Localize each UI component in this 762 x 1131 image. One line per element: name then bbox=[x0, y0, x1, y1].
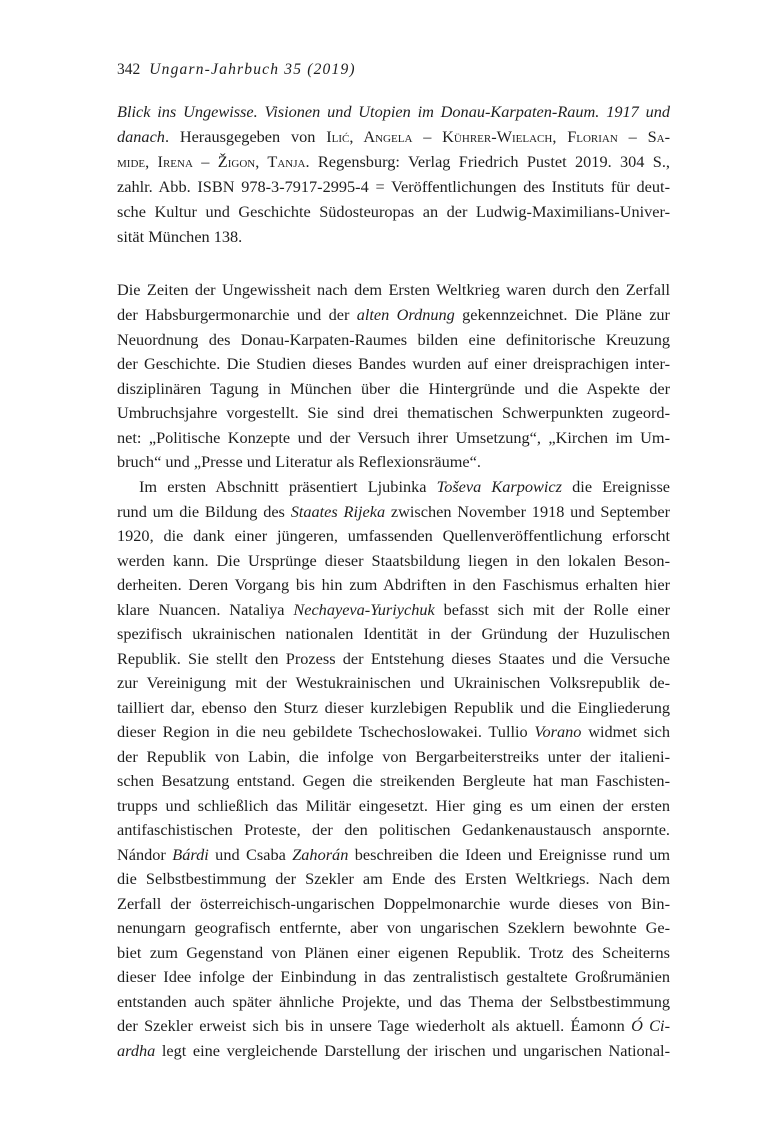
author-name: Toševa Karpowicz bbox=[436, 477, 562, 496]
text-line: der Republik von Labin, die infolge von Bergarbeiterstreiks unter der italieni- bbox=[117, 747, 670, 766]
editor-name: Ilić, Angela bbox=[326, 127, 413, 146]
journal-title: Ungarn-Jahrbuch 35 (2019) bbox=[149, 61, 356, 78]
citation-line: zahlr. Abb. ISBN 978-3-7917-2995-4 = Veröffentlichungen des Instituts für deut- bbox=[117, 177, 670, 196]
text-line: rund um die Bildung des Staates Rijeka zwischen November 1918 und September bbox=[117, 502, 671, 521]
text-line: derheiten. Deren Vorgang bis hin zum Abdriften in den Faschismus erhalten hier bbox=[117, 575, 670, 594]
author-name: Vorano bbox=[534, 722, 582, 741]
text-line: bruch“ und „Presse und Literatur als Reflexionsräume“. bbox=[117, 452, 481, 471]
text-line: Im ersten Abschnitt präsentiert Ljubinka Toševa Karpowicz die Ereignisse bbox=[139, 477, 671, 496]
editor-name: Kührer-Wielach, Florian bbox=[442, 127, 618, 146]
text-line: antifaschistischen Proteste, der den politischen Gedankenaustausch anspornte. bbox=[117, 820, 670, 839]
editor-name: mide, Irena bbox=[117, 152, 193, 171]
text-line: Umbruchsjahre vorgestellt. Sie sind drei thematischen Schwerpunkten zugeord- bbox=[117, 403, 670, 422]
author-name: Nechayeva-Yuriychuk bbox=[293, 600, 435, 619]
text-line: der Szekler erweist sich bis in unsere Tage wiederholt als aktuell. Éamonn Ó Ci- bbox=[117, 1016, 670, 1035]
text-line: spezifisch ukrainischen nationalen Identität in der Gründung der Huzulischen bbox=[117, 624, 670, 643]
citation-line: sche Kultur und Geschichte Südosteuropas an der Ludwig-Maximilians-Univer- bbox=[117, 202, 670, 221]
text-line: werden kann. Die Ursprünge dieser Staatsbildung liegen in den lokalen Beson- bbox=[117, 551, 670, 570]
text-line: die Selbstbestimmung der Szekler am Ende des Ersten Weltkriegs. Nach dem bbox=[117, 869, 670, 888]
text-line: disziplinären Tagung in München über die Hintergründe und die Aspekte der bbox=[117, 379, 670, 398]
text-line: schen Besatzung entstand. Gegen die streikenden Bergleute hat man Faschisten- bbox=[117, 771, 670, 790]
text-line: ardha legt eine vergleichende Darstellung der irischen und ungarischen National- bbox=[117, 1041, 670, 1060]
citation-line: danach. Herausgegeben von Ilić, Angela – Kührer-Wielach, Florian – Sa- bbox=[117, 127, 671, 146]
text-line: Neuordnung des Donau-Karpaten-Raumes bilden eine definitorische Kreuzung bbox=[117, 330, 670, 349]
text-line: Zerfall der österreichisch-ungarischen Doppelmonarchie wurde dieses von Bin- bbox=[117, 894, 670, 913]
author-name: Bárdi bbox=[172, 845, 209, 864]
text-line: klare Nuancen. Nataliya Nechayeva-Yuriychuk befasst sich mit der Rolle einer bbox=[117, 600, 670, 619]
text-line: entstanden auch später ähnliche Projekte, und das Thema der Selbstbestimmung bbox=[117, 992, 670, 1011]
text-line: dieser Region in die neu gebildete Tschechoslowakei. Tullio Vorano widmet sich bbox=[117, 722, 670, 741]
text-line: net: „Politische Konzepte und der Versuch ihrer Umsetzung“, „Kirchen im Um- bbox=[117, 428, 670, 447]
text-line: der Geschichte. Die Studien dieses Bandes wurden auf einer dreisprachigen inter- bbox=[117, 354, 670, 373]
text-line: Die Zeiten der Ungewissheit nach dem Ersten Weltkrieg waren durch den Zerfall bbox=[117, 280, 670, 299]
author-name: Ó Ci- bbox=[631, 1016, 670, 1035]
editor-name: Žigon, Tanja bbox=[217, 152, 306, 171]
citation-line: mide, Irena – Žigon, Tanja. Regensburg: Verlag Friedrich Pustet 2019. 304 S., bbox=[117, 152, 671, 171]
text-line: trupps und schließlich das Militär eingesetzt. Hier ging es um einen der ersten bbox=[117, 796, 670, 815]
text-line: nenungarn geografisch entfernte, aber von ungarischen Szeklern bewohnte Ge- bbox=[117, 918, 670, 937]
text-line: tailliert dar, ebenso den Sturz dieser kurzlebigen Republik und die Eingliederung bbox=[117, 698, 670, 717]
author-name: Zahorán bbox=[292, 845, 349, 864]
text-line: zur Vereinigung mit der Westukrainischen und Ukrainischen Volksrepublik de- bbox=[117, 673, 670, 692]
running-head bbox=[117, 61, 356, 79]
editor-name: Sa- bbox=[647, 127, 671, 146]
text-line: dieser Idee infolge der Einbindung in das zentralistisch gestaltete Großrumänien bbox=[117, 967, 670, 986]
citation-line: sität München 138. bbox=[117, 227, 243, 246]
text-line: Republik. Sie stellt den Prozess der Entstehung dieses Staates und die Versuche bbox=[117, 649, 670, 668]
text-line: der Habsburgermonarchie und der alten Ordnung gekennzeichnet. Die Pläne zur bbox=[117, 305, 670, 324]
text-line: biet zum Gegenstand von Plänen einer eigenen Republik. Trotz des Scheiterns bbox=[117, 943, 670, 962]
author-name: ardha bbox=[117, 1041, 156, 1060]
book-title: Blick ins Ungewisse. Visionen und Utopien im Donau-Karpaten-Raum. 1917 und bbox=[117, 102, 670, 121]
page-number: 342 bbox=[117, 61, 141, 78]
citation-line bbox=[117, 100, 670, 124]
text-line: 1920, die dank einer jüngeren, umfassenden Quellenveröffentlichung erforscht bbox=[117, 526, 670, 545]
text-line: Nándor Bárdi und Csaba Zahorán beschreiben die Ideen und Ereignisse rund um bbox=[117, 845, 670, 864]
book-title-end: danach bbox=[117, 127, 165, 146]
